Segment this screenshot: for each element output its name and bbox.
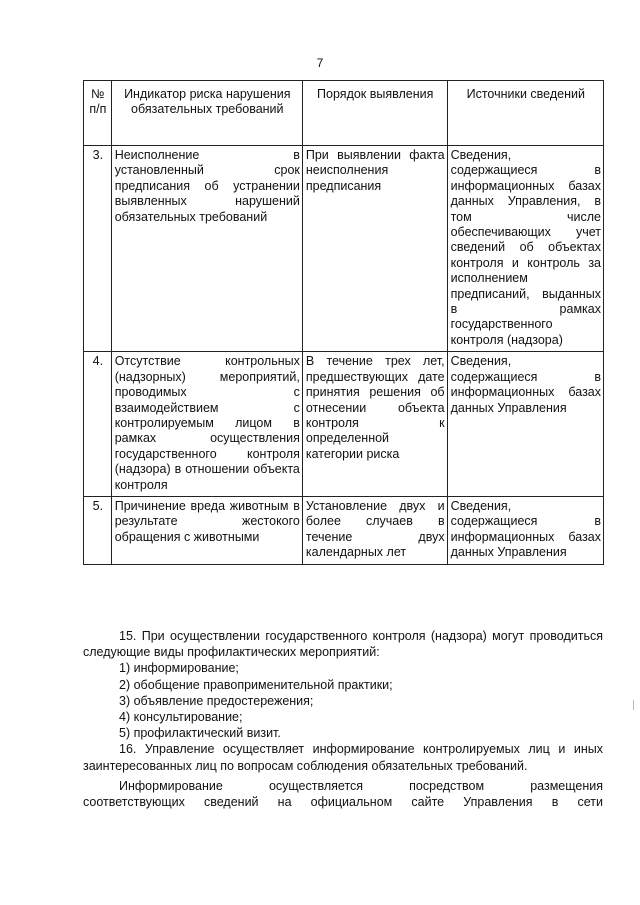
row-number: 5. bbox=[84, 496, 112, 564]
body-text bbox=[83, 628, 603, 810]
header-sources: Источники сведений bbox=[447, 81, 603, 146]
list-item: 1) информирование; bbox=[119, 661, 239, 676]
table-row bbox=[84, 146, 604, 352]
header-num: № п/п bbox=[84, 81, 112, 146]
row-sources: Сведения, содержащиеся в информационных базах данных Управления bbox=[447, 352, 603, 497]
header-order: Порядок выявления bbox=[302, 81, 447, 146]
row-number: 4. bbox=[84, 352, 112, 497]
row-sources: Сведения, содержащиеся в информационных базах данных Управления, в том числе обеспечивающих учет сведений об объектах контроля и контроль за исполнением предписаний, выданных в рамках государственного контроля (надзора) bbox=[447, 146, 603, 352]
row-sources: Сведения, содержащиеся в информационных базах данных Управления bbox=[447, 496, 603, 564]
list-item: 5) профилактический визит. bbox=[119, 726, 281, 741]
row-order: В течение трех лет, предшествующих дате принятия решения об отнесении объекта контроля к определенной категории риска bbox=[302, 352, 447, 497]
list-item: 3) объявление предостережения; bbox=[119, 693, 314, 708]
paragraph-16: 16. Управление осуществляет информирование контролируемых лиц и иных заинтересованных лиц по вопросам соблюдения обязательных требований. bbox=[83, 742, 603, 773]
row-order: Установление двух и более случаев в течение двух календарных лет bbox=[302, 496, 447, 564]
risk-indicator-table bbox=[83, 80, 604, 565]
list-item: 4) консультирование; bbox=[119, 710, 243, 725]
paragraph-info-line-1: Информирование осуществляется посредством размещения bbox=[119, 778, 603, 793]
table-header-row bbox=[84, 81, 604, 146]
row-indicator: Неисполнение в установленный срок предписания об устранении выявленных нарушений обязательных требований bbox=[111, 146, 302, 352]
page-number: 7 bbox=[316, 56, 324, 70]
scan-mark bbox=[633, 700, 634, 710]
row-indicator: Причинение вреда животным в результате жестокого обращения с животными bbox=[111, 496, 302, 564]
table-row bbox=[84, 496, 604, 564]
list-item: 2) обобщение правоприменительной практики; bbox=[119, 677, 393, 692]
row-number: 3. bbox=[84, 146, 112, 352]
row-order: При выявлении факта неисполнения предписания bbox=[302, 146, 447, 352]
table-row bbox=[84, 352, 604, 497]
header-indicator: Индикатор риска нарушения обязательных требований bbox=[111, 81, 302, 146]
row-indicator: Отсутствие контрольных (надзорных) мероприятий, проводимых с взаимодействием с контролируемым лицом в рамках осуществления государственного контроля (надзора) в отношении объекта контроля bbox=[111, 352, 302, 497]
paragraph-15: 15. При осуществлении государственного контроля (надзора) могут проводиться следующие виды профилактических мероприятий: bbox=[83, 629, 603, 660]
paragraph-info-line-2: соответствующих сведений на официальном сайте Управления в сети bbox=[83, 795, 603, 810]
